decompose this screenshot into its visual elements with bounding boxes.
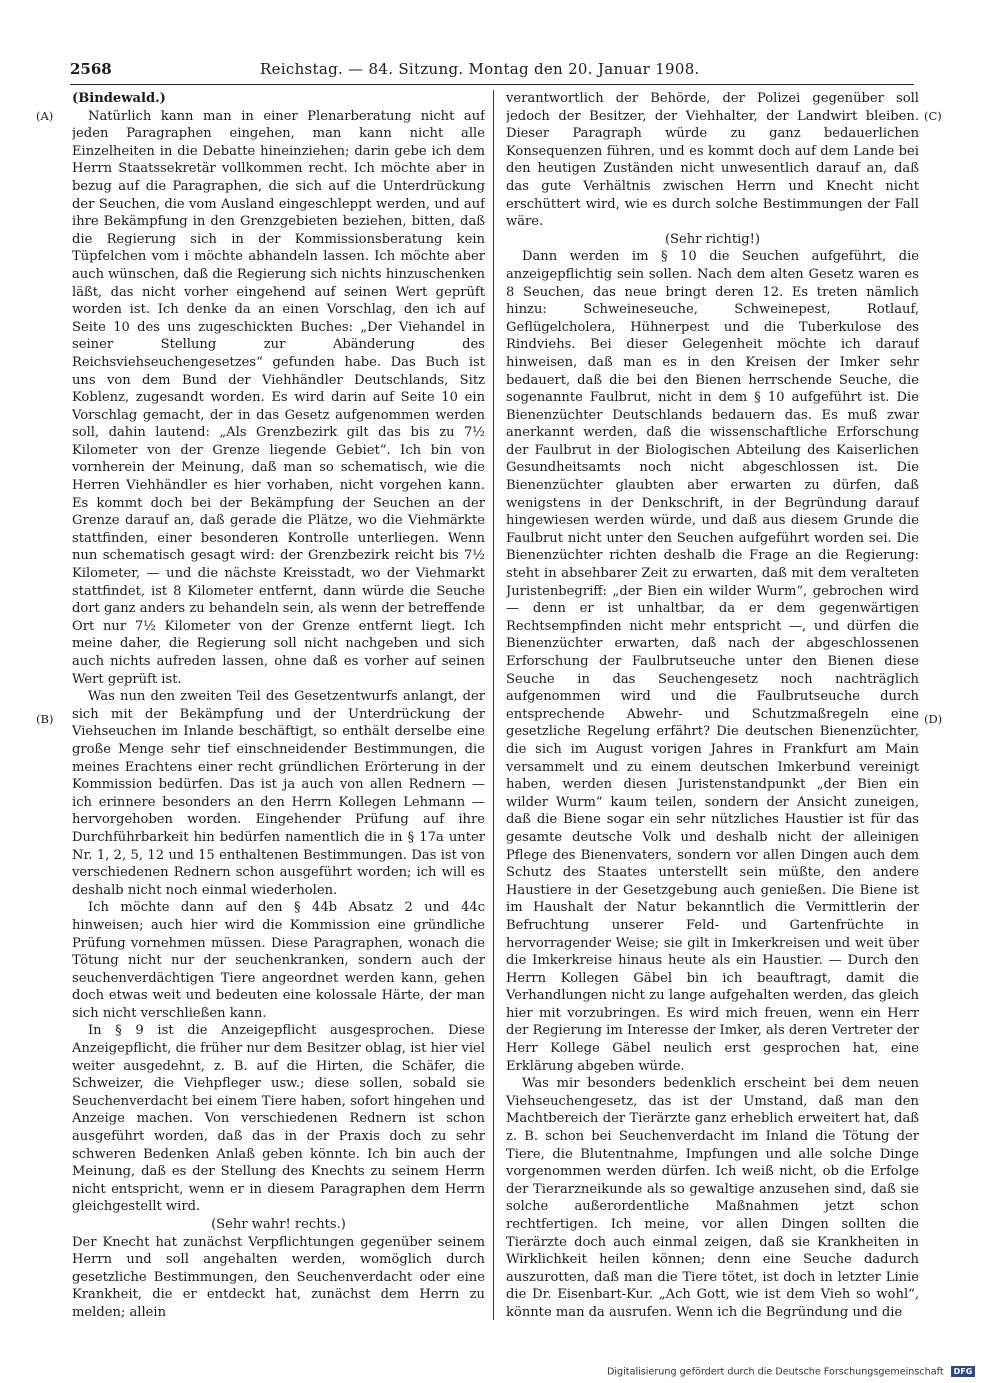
paragraph: Natürlich kann man in einer Plenarberatung nicht auf jeden Paragraphen eingehen, man kann nicht alle Einzelheiten in die Debatte hineinziehen; darin gebe ich dem Herrn Staatssekretär vollkommen recht. Ich möchte aber in bezug auf die Paragraphen, die sich auf die Unterdrückung der Seuchen, die vom Ausland eingeschleppt werden, und auf ihre Bekämpfung in den Grenzgebieten beziehen, bitten, daß die Regierung sich in der Kommissionsberatung kein Tüpfelchen vom i möchte abhandeln lassen. Ich möchte aber auch wünschen, daß die Regierung sich nichts hinzuschenken läßt, das nicht vorher eingehend auf seinen Wert geprüft worden ist. Ich denke da an einen Vorschlag, den ich auf Seite 10 des uns zugeschickten Buches: „Der Viehandel in seiner Stellung zur Abänderung des Reichsviehseuchengesetzes“ gefunden habe. Das Buch ist uns von dem Bund der Viehhändler Deutschlands, Sitz Koblenz, zugesandt worden. Es wird darin auf Seite 10 ein Vorschlag gemacht, der in das Gesetz aufgenommen werden soll, dahin lautend: „Als Grenzbezirk gilt das bis zu 7½ Kilometer von der Grenze liegende Gebiet“. Ich bin von vornherein der Meinung, daß man so schematisch, wie die Herren Viehhändler es hier vorhaben, nicht vorgehen kann. Es kommt doch bei der Bekämpfung der Seuchen an der Grenze darauf an, daß gerade die Plätze, wo die Viehmärkte stattfinden, einer besonderen Kontrolle unterliegen. Wenn nun schematisch gesagt wird: der Grenzbezirk reicht bis 7½ Kilometer, — und die nächste Kreisstadt, wo der Viehmarkt stattfindet, ist 8 Kilometer entfernt, dann würde die Seuche dort ganz anders zu behandeln sein, als wenn der betreffende Ort nur 7½ Kilometer von der Grenze entfernt liegt. Ich meine daher, die Regierung soll nicht nachgeben und sich auch nichts aufreden lassen, ohne daß es vorher auf seinen Wert geprüft ist. <box>72 108 485 687</box>
header-rule <box>70 84 914 85</box>
paragraph: Ich möchte dann auf den § 44b Absatz 2 und 44c hinweisen; auch hier wird die Kommission eine gründliche Prüfung vornehmen müssen. Diese Paragraphen, wonach die Tötung nicht nur der seuchenkranken, sondern auch der seuchenverdächtigen Tiere angeordnet werden kann, gehen doch etwas weit und bedeuten eine kolossale Härte, der man sich nicht verschließen kann. <box>72 900 485 1021</box>
margin-marker-d: (D) <box>924 712 943 726</box>
footer-text: Digitalisierung gefördert durch die Deutsche Forschungsgemeinschaft <box>607 1366 944 1378</box>
dfg-logo: DFG <box>951 1366 976 1377</box>
left-column <box>72 90 485 1322</box>
right-column <box>506 90 919 1322</box>
speaker-name: (Bindewald.) <box>72 91 166 106</box>
paragraph: verantwortlich der Behörde, der Polizei gegenüber soll jedoch der Besitzer, der Viehhalter, der Landwirt bleiben. Dieser Paragraph würde zu ganz bedauerlichen Konsequenzen führen, und es kommt doch auf dem Lande bei den heutigen Zuständen nicht unwesentlich darauf an, daß das gute Verhältnis zwischen Herrn und Knecht nicht erschüttert wird, wie es durch solche Bestimmungen der Fall wäre. <box>506 91 919 230</box>
paragraph: Dann werden im § 10 die Seuchen aufgeführt, die anzeigepflichtig sein sollen. Nach dem alten Gesetz waren es 8 Seuchen, das neue bringt deren 12. Es treten nämlich hinzu: Schweineseuche, Schweinepest, Rotlauf, Geflügelcholera, Hühnerpest und die Tuberkulose des Rindviehs. Bei dieser Gelegenheit möchte ich darauf hinweisen, daß man es in den Kreisen der Imker sehr bedauert, daß die bei den Bienen herrschende Seuche, die sogenannte Faulbrut, nicht in dem § 10 aufgeführt ist. Die Bienenzüchter Deutschlands bedauern das. Es muß zwar anerkannt werden, daß die wissenschaftliche Erforschung der Faulbrut in der Biologischen Abteilung des Kaiserlichen Gesundheitsamts noch nicht abgeschlossen ist. Die Bienenzüchter glaubten aber erwarten zu dürfen, daß wenigstens in der Denkschrift, in der Begründung darauf hingewiesen werden würde, und daß aus diesem Grunde die Faulbrut nicht unter den Seuchen aufgeführt worden sei. Die Bienenzüchter richten deshalb die Frage an die Regierung: steht in absehbarer Zeit zu erwarten, daß mit dem veralteten Juristenbegriff: „der Bien ein wilder Wurm“, gebrochen wird — denn er ist unhaltbar, da er dem gegenwärtigen Rechtsempfinden nicht mehr entspricht —, und dürfen die Bienenzüchter erwarten, daß nach der abgeschlossenen Erforschung der Faulbrutseuche unter den Bienen diese Seuche in das Seuchengesetz noch nachträglich aufgenommen wird und die Faulbrutseuche durch entsprechende Abwehr- und Schutzmaßregeln eine gesetzliche Regelung erfährt? Die deutschen Bienenzüchter, die sich im August vorigen Jahres in Frankfurt am Main versammelt und zu einem deutschen Imkerbund vereinigt haben, werden diesen Juristenstandpunkt „der Bien ein wilder Wurm“ kaum teilen, sondern der Ansicht zuneigen, daß die Biene sogar ein sehr nützliches Haustier ist für das gesamte deutsche Volk und deshalb nicht der alleinigen Pflege des Bienenvaters, sondern vor allen Dingen auch dem Schutz des Staates unterstellt sein müßte, den andere Haustiere in der Gesetzgebung auch genießen. Die Biene ist im Haushalt der Natur bekanntlich die Vermittlerin der Befruchtung unserer Feld- und Gartenfrüchte in hervorragender Weise; sie gilt in Imkerkreisen und weit über die Imkerkreise hinaus heute als ein Haustier. — Durch den Herrn Kollegen Gäbel bin ich beauftragt, damit die Verhandlungen nicht zu lange aufgehalten werden, das gleich hier mit vorzubringen. Es wird mich freuen, wenn ein Herr der Regierung im Interesse der Imker, als deren Vertreter der Herr Kollege Gäbel neulich erst gesprochen hat, eine Erklärung abgeben würde. <box>506 249 919 1074</box>
interjection: (Sehr richtig!) <box>664 231 761 247</box>
margin-marker-c: (C) <box>924 109 942 123</box>
page-header <box>70 58 914 84</box>
paragraph: In § 9 ist die Anzeigepflicht ausgesprochen. Diese Anzeigepflicht, die früher nur dem Besitzer oblag, ist hier viel weiter ausgedehnt, z. B. auf die Hirten, die Schäfer, die Schweizer, die Viehpfleger usw.; diese sollen, sobald sie Seuchenverdacht bei einem Tiere haben, sofort hingehen und Anzeige machen. Von verschiedenen Rednern ist schon ausgeführt worden, daß das in der Praxis doch zu sehr schweren Bedenken Anlaß geben könnte. Ich bin auch der Meinung, daß es der Stellung des Knechts zu seinem Herrn nicht entspricht, wenn er in diesem Paragraphen dem Herrn gleichgestellt wird. <box>72 1023 485 1215</box>
interjection: (Sehr wahr! rechts.) <box>211 1217 346 1232</box>
paragraph: Der Knecht hat zunächst Verpflichtungen gegenüber seinem Herrn und soll angehalten werden, womöglich durch gesetzliche Bestimmungen, den Seuchenverdacht oder eine Krankheit, die er entdeckt hat, zunächst dem Herrn zu melden; allein <box>72 1234 485 1320</box>
footer-credit <box>607 1366 987 1380</box>
page-number: 2568 <box>70 60 112 78</box>
margin-marker-b: (B) <box>36 712 54 726</box>
margin-marker-a: (A) <box>36 109 54 123</box>
paragraph: Was mir besonders bedenklich erscheint bei dem neuen Viehseuchengesetz, das ist der Umstand, daß man den Machtbereich der Tierärzte ganz erheblich erweitert hat, daß z. B. schon bei Seuchenverdacht im Inland die Tötung der Tiere, die Blutentnahme, Impfungen und alle solche Dinge vorgenommen werden dürfen. Ich weiß nicht, ob die Erfolge der Tierarzneikunde als so gewaltige anzusehen sind, daß sie solche außerordentliche Maßnahmen jetzt schon rechtfertigen. Ich meine, vor allen Dingen sollten die Tierärzte doch auch einmal zeigen, daß sie Krankheiten in Wirklichkeit heilen können; denn eine Seuche dadurch auszurotten, daß man die Tiere tötet, ist doch in letzter Linie die Dr. Eisenbart-Kur. „Ach Gott, wie ist dem Vieh so wohl“, könnte man da ausrufen. Wenn ich die Begründung und die <box>506 1076 919 1320</box>
paragraph: Was nun den zweiten Teil des Gesetzentwurfs anlangt, der sich mit der Bekämpfung und der Unterdrückung der Viehseuchen im Inlande beschäftigt, so enthält derselbe eine große Menge sehr tief einschneidender Bestimmungen, die meines Erachtens einer recht gründlichen Erörterung in der Kommission bedürfen. Das ist ja auch von allen Rednern — ich erinnere besonders an den Herrn Kollegen Lehmann — hervorgehoben worden. Eingehender Prüfung auf ihre Durchführbarkeit hin bedürfen namentlich die in § 17a unter Nr. 1, 2, 5, 12 und 15 enthaltenen Bestimmungen. Das ist von verschiedenen Rednern schon ausgeführt worden; ich will es deshalb nicht noch einmal wiederholen. <box>72 689 485 898</box>
column-divider <box>493 90 494 1320</box>
running-title: Reichstag. — 84. Sitzung. Montag den 20. Januar 1908. <box>260 60 700 78</box>
